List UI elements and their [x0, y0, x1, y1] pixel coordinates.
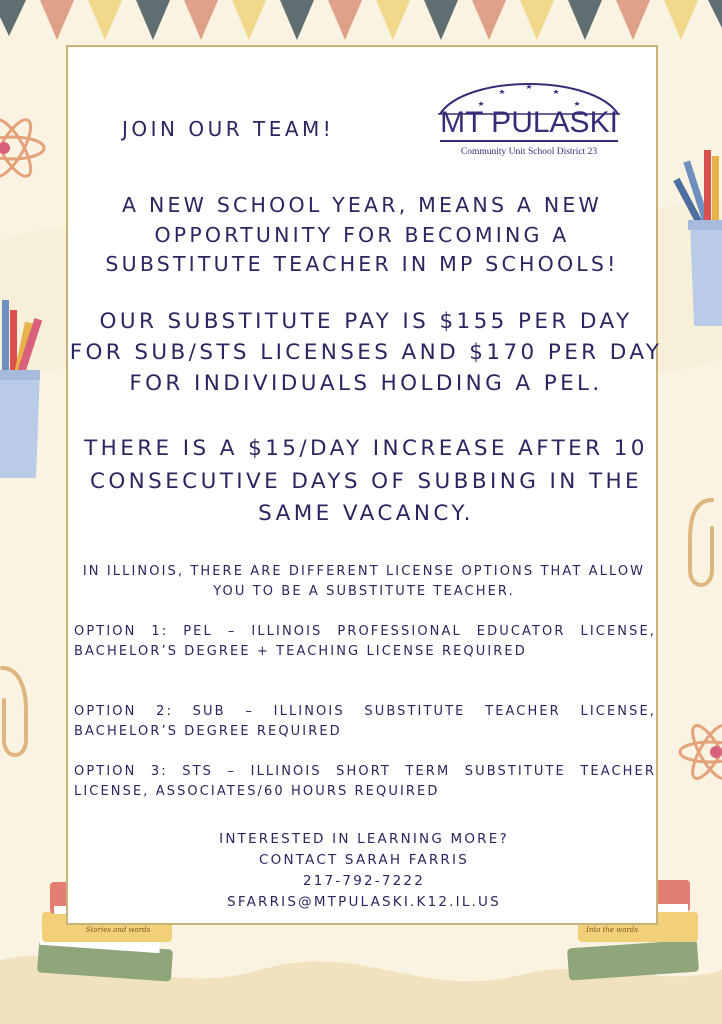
license-option-3: OPTION 3: STS – ILLINOIS SHORT TERM SUBSTITUTE TEACHER LICENSE, ASSOCIATES/60 HOURS REQUIRED [74, 764, 656, 799]
license-option-1: OPTION 1: PEL – ILLINOIS PROFESSIONAL EDUCATOR LICENSE, BACHELOR’S DEGREE + TEACHING LICENSE REQUIRED [74, 624, 656, 659]
contact-phone[interactable]: 217-792-7222 [302, 873, 426, 889]
license-option-2: OPTION 2: SUB – ILLINOIS SUBSTITUTE TEACHER LICENSE, BACHELOR’S DEGREE REQUIRED [74, 704, 656, 739]
paperclip-icon-left [2, 668, 26, 755]
paperclip-icon-right [690, 500, 712, 585]
logo-underline [436, 140, 622, 144]
headline-text: A NEW SCHOOL YEAR, MEANS A NEW OPPORTUNITY FOR BECOMING A SUBSTITUTE TEACHER IN MP SCHOOLS! [105, 193, 619, 276]
district-logo [436, 76, 622, 166]
pennant-bunting [0, 0, 722, 50]
contact-prompt: INTERESTED IN LEARNING MORE? [219, 831, 509, 847]
pay-increase-text: THERE IS A $15/DAY INCREASE AFTER 10 CONSECUTIVE DAYS OF SUBBING IN THE SAME VACANCY. [84, 436, 648, 526]
book-spine-label-words: Into the words [586, 926, 638, 934]
pay-info-text: OUR SUBSTITUTE PAY IS $155 PER DAY FOR SUB/STS LICENSES AND $170 PER DAY FOR INDIVIDUALS HOLDING A PEL. [69, 309, 663, 396]
book-spine-label-stories: Stories and words [85, 926, 151, 934]
license-intro-text: IN ILLINOIS, THERE ARE DIFFERENT LICENSE OPTIONS THAT ALLOW YOU TO BE A SUBSTITUTE TEACHER. [82, 564, 646, 599]
logo-subtitle: Community Unit School District 23 [460, 147, 598, 157]
join-our-team-heading: JOIN OUR TEAM! [122, 117, 335, 141]
logo-name: MT PULASKI [440, 106, 618, 139]
contact-email[interactable]: SFARRIS@MTPULASKI.K12.IL.US [227, 894, 501, 910]
contact-block [74, 829, 654, 913]
contact-name: CONTACT SARAH FARRIS [259, 852, 469, 868]
